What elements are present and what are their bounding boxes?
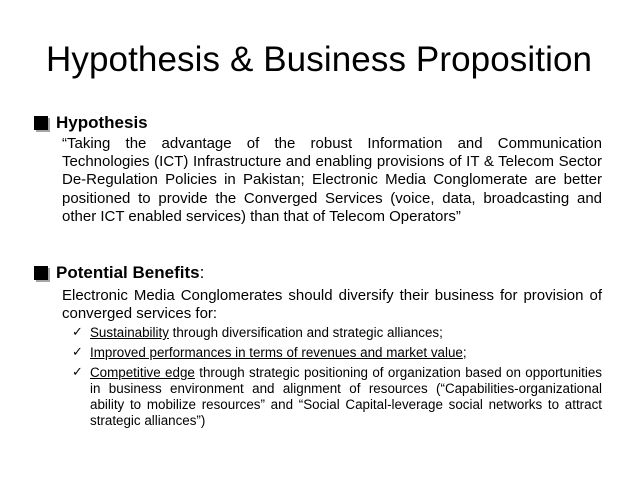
square-bullet-icon	[34, 266, 48, 280]
benefit-text: through strategic positioning of organization based on opportunities in business environment and alignment of resources (“Capabilities-organizational ability to mobilize resources” and “Social Capital-leverage social networks to attract strategic alliances”)	[90, 365, 602, 428]
checkmark-icon: ✓	[72, 345, 83, 360]
hypothesis-heading-label: Hypothesis	[56, 113, 148, 132]
benefits-list	[72, 325, 602, 433]
benefit-text: through diversification and strategic alliances;	[168, 325, 443, 340]
benefit-keyword: Sustainability	[90, 325, 169, 340]
hypothesis-text: “Taking the advantage of the robust Information and Communication Technologies (ICT) Infrastructure and enabling provisions of IT & Telecom Sector De-Regulation Policies in Pakistan; Electronic Media Conglomerate are better positioned to provide the Converged Services (voice, data, broadcasting and other ICT enabled services) than that of Telecom Operators”	[62, 135, 602, 225]
benefits-heading-label: Potential Benefits	[56, 263, 200, 282]
checkmark-icon: ✓	[72, 325, 83, 340]
benefits-intro: Electronic Media Conglomerates should diversify their business for provision of converged services for:	[62, 287, 602, 323]
benefit-keyword: Competitive edge	[90, 365, 195, 380]
checkmark-icon: ✓	[72, 365, 83, 380]
list-item	[72, 325, 602, 341]
benefits-heading	[34, 263, 204, 283]
square-bullet-icon	[34, 116, 48, 130]
benefit-keyword: Improved performances in terms of revenues and market value	[90, 345, 463, 360]
hypothesis-heading	[34, 113, 148, 133]
slide-title: Hypothesis & Business Proposition	[46, 40, 593, 79]
list-item	[72, 365, 602, 429]
benefit-text: ;	[462, 345, 467, 360]
benefits-heading-colon: :	[199, 263, 205, 282]
list-item	[72, 345, 602, 361]
